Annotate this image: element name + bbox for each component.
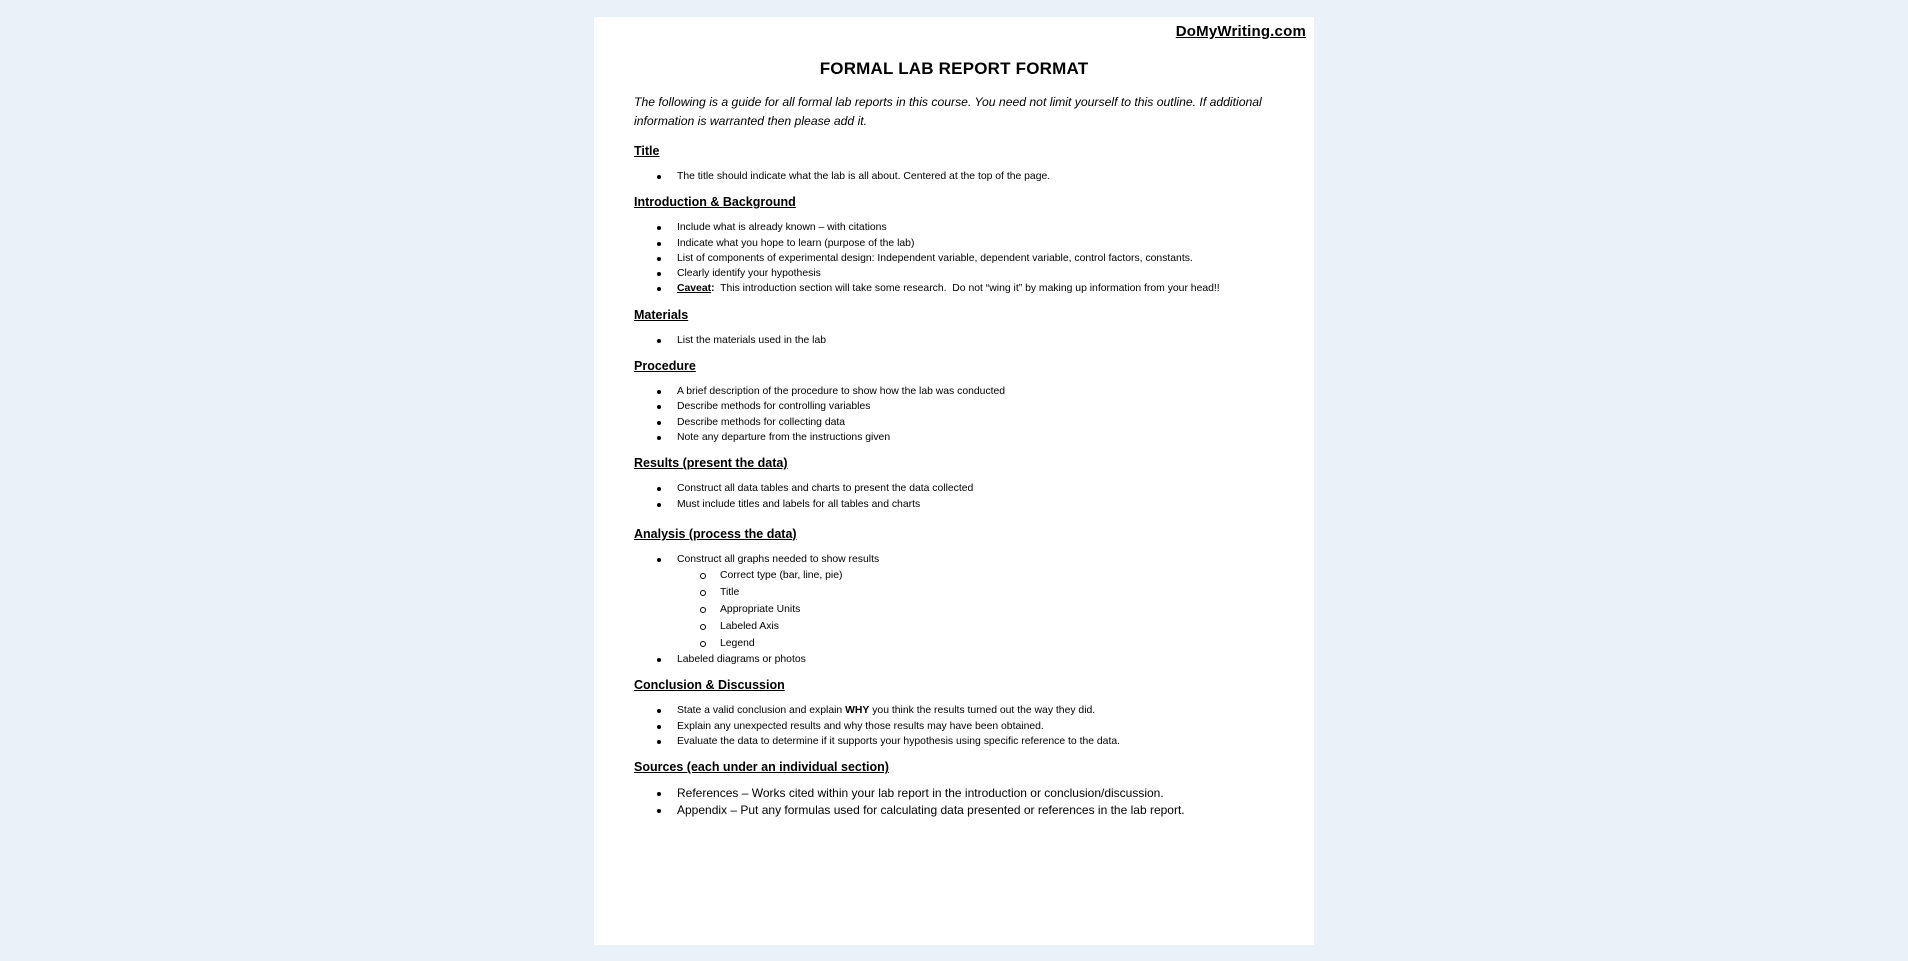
why-emphasis: WHY <box>845 705 870 717</box>
section-heading-title: Title <box>634 144 660 158</box>
section-heading-analysis: Analysis (process the data) <box>634 526 797 541</box>
introduction-list <box>634 220 1294 296</box>
list-item: Indicate what you hope to learn (purpose of the lab) <box>634 236 1294 251</box>
caveat-colon: : <box>711 283 715 295</box>
materials-list <box>634 333 1294 348</box>
bullet-icon <box>657 558 661 562</box>
bullet-icon <box>657 339 661 343</box>
bullet-icon <box>657 405 661 409</box>
bullet-icon <box>657 487 661 491</box>
bullet-icon <box>657 709 661 713</box>
procedure-list <box>634 384 1294 445</box>
list-item: Clearly identify your hypothesis <box>634 266 1294 281</box>
list-item: References – Works cited within your lab report in the introduction or conclusion/discussion. <box>634 785 1294 802</box>
sub-list-item: Labeled Axis <box>634 618 1294 635</box>
list-item: List of components of experimental design: Independent variable, dependent variable, control factors, constants. <box>634 251 1294 266</box>
bullet-icon <box>657 809 661 813</box>
bullet-icon <box>657 658 661 662</box>
section-heading-results: Results (present the data) <box>634 456 788 471</box>
sub-list-item: Title <box>634 584 1294 601</box>
brand-watermark[interactable]: DoMyWriting.com <box>1175 23 1306 40</box>
list-item: Evaluate the data to determine if it supports your hypothesis using specific reference to the data. <box>634 734 1294 749</box>
intro-paragraph: The following is a guide for all formal lab reports in this course. You need not limit yourself to this outline. If additional information is warranted then please add it. <box>634 95 1262 128</box>
list-item: Must include titles and labels for all tables and charts <box>634 497 1294 512</box>
document-page <box>594 17 1314 945</box>
section-heading-sources: Sources (each under an individual section) <box>634 760 889 775</box>
list-item: Describe methods for collecting data <box>634 415 1294 430</box>
circle-bullet-icon <box>700 624 706 630</box>
list-item: Construct all graphs needed to show results Correct type (bar, line, pie) Title Appropriate Units Labeled Axis Legend <box>634 552 1294 652</box>
bullet-icon <box>657 242 661 246</box>
sub-list-item: Appropriate Units <box>634 601 1294 618</box>
list-item: Appendix – Put any formulas used for calculating data presented or references in the lab report. <box>634 802 1294 819</box>
page-title: FORMAL LAB REPORT FORMAT <box>819 59 1089 78</box>
bullet-icon <box>657 436 661 440</box>
bullet-icon <box>657 257 661 261</box>
list-item: Construct all data tables and charts to present the data collected <box>634 481 1294 496</box>
bullet-icon <box>657 421 661 425</box>
bullet-icon <box>657 740 661 744</box>
list-item: Include what is already known – with citations <box>634 220 1294 235</box>
list-item: The title should indicate what the lab is all about. Centered at the top of the page. <box>634 169 1294 184</box>
list-item: Explain any unexpected results and why those results may have been obtained. <box>634 719 1294 734</box>
caveat-item <box>634 281 1294 296</box>
section-heading-procedure: Procedure <box>634 359 696 374</box>
bullet-icon <box>657 226 661 230</box>
circle-bullet-icon <box>700 590 706 596</box>
section-heading-materials: Materials <box>634 307 689 322</box>
section-heading-introduction: Introduction & Background <box>634 195 796 210</box>
caveat-label: Caveat <box>677 283 712 295</box>
bullet-icon <box>657 272 661 276</box>
section-heading-conclusion: Conclusion & Discussion <box>634 678 785 693</box>
list-item: A brief description of the procedure to show how the lab was conducted <box>634 384 1294 399</box>
document-body <box>634 93 1294 829</box>
list-item: Labeled diagrams or photos <box>634 652 1294 667</box>
bullet-icon <box>657 390 661 394</box>
bullet-icon <box>657 792 661 796</box>
list-item: Note any departure from the instructions given <box>634 430 1294 445</box>
caveat-text: This introduction section will take some research. Do not “wing it” by making up information from your head!! <box>714 283 1220 295</box>
bullet-icon <box>657 287 661 291</box>
sources-list <box>634 785 1294 819</box>
results-list <box>634 481 1294 512</box>
sub-list-item: Legend <box>634 635 1294 652</box>
bullet-icon <box>657 725 661 729</box>
list-item: State a valid conclusion and explain WHY you think the results turned out the way they did. <box>634 703 1294 718</box>
list-item: List the materials used in the lab <box>634 333 1294 348</box>
bullet-icon <box>657 175 661 179</box>
list-item: Describe methods for controlling variables <box>634 399 1294 414</box>
sub-list-item: Correct type (bar, line, pie) <box>634 567 1294 584</box>
circle-bullet-icon <box>700 573 706 579</box>
conclusion-list <box>634 703 1294 749</box>
circle-bullet-icon <box>700 607 706 613</box>
circle-bullet-icon <box>700 641 706 647</box>
graph-requirements-list <box>634 567 1294 652</box>
title-list <box>634 169 1294 184</box>
bullet-icon <box>657 503 661 507</box>
analysis-list <box>634 552 1294 668</box>
